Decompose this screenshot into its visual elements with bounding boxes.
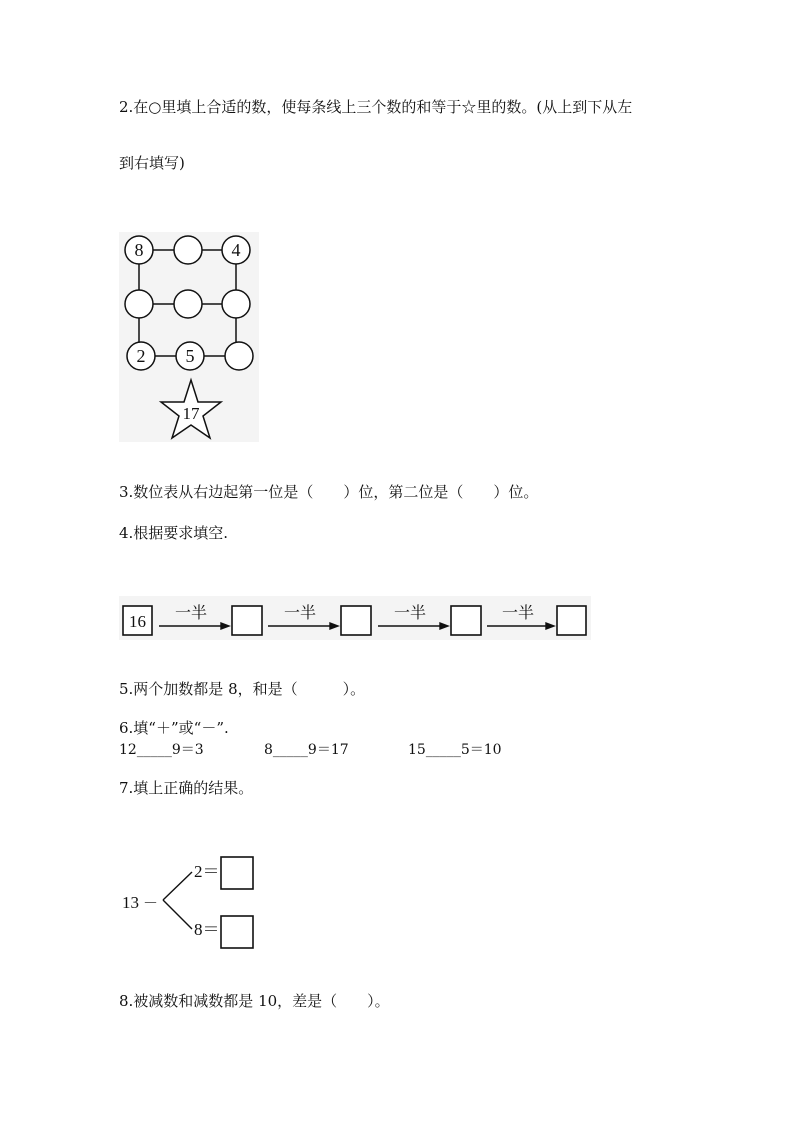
q4-halving-chain	[119, 596, 591, 640]
circle-center[interactable]	[174, 290, 202, 318]
arrow-1-label: 一半	[174, 603, 208, 622]
chain-start-value: 16	[129, 612, 146, 631]
q6-item-2[interactable]: 8_____9＝17	[264, 742, 349, 758]
branch-bottom	[163, 900, 192, 929]
circle-top-middle[interactable]	[174, 236, 202, 264]
circle-middle-left[interactable]	[125, 290, 153, 318]
q5-text: 5.两个加数都是 8，和是（ ）。	[119, 680, 366, 698]
q7-minuend: 13	[122, 893, 139, 912]
q6-item-1[interactable]: 12_____9＝3	[119, 742, 204, 758]
q3-text: 3.数位表从右边起第一位是（ ）位，第二位是（ ）位。	[119, 483, 539, 501]
circle-middle-right[interactable]	[222, 290, 250, 318]
q7-subtraction-tree	[119, 852, 259, 954]
branch-top	[163, 872, 192, 900]
chain-box-1[interactable]	[232, 606, 262, 635]
value-bottom-left: 2	[136, 346, 146, 366]
q6-text: 6.填“＋”或“－”.	[119, 719, 229, 737]
chain-box-4[interactable]	[557, 606, 586, 635]
q4-text: 4.根据要求填空.	[119, 524, 229, 542]
q2-instruction-line1: 2.在○里填上合适的数，使每条线上三个数的和等于☆里的数。(从上到下从左	[119, 98, 633, 116]
value-top-right: 4	[231, 240, 241, 260]
q7-answer-box-bottom[interactable]	[221, 916, 253, 948]
value-bottom-middle: 5	[185, 346, 195, 366]
arrow-2-label: 一半	[283, 603, 317, 622]
circle-bottom-right[interactable]	[225, 342, 253, 370]
star-value: 17	[182, 404, 200, 423]
q7-text: 7.填上正确的结果。	[119, 779, 254, 797]
q6-item-3[interactable]: 15_____5＝10	[408, 742, 502, 758]
q8-text: 8.被减数和减数都是 10，差是（ ）。	[119, 992, 390, 1010]
arrow-4-label: 一半	[501, 603, 535, 622]
q7-subtrahend-bottom: 8＝	[194, 920, 220, 939]
q7-subtrahend-top: 2＝	[194, 862, 220, 881]
chain-box-3[interactable]	[451, 606, 481, 635]
q2-number-grid	[119, 232, 259, 442]
arrow-3-label: 一半	[393, 603, 427, 622]
value-top-left: 8	[134, 240, 144, 260]
q7-answer-box-top[interactable]	[221, 857, 253, 889]
chain-box-2[interactable]	[341, 606, 371, 635]
q7-minus-sign: －	[143, 896, 159, 912]
q2-instruction-line2: 到右填写)	[119, 154, 185, 172]
